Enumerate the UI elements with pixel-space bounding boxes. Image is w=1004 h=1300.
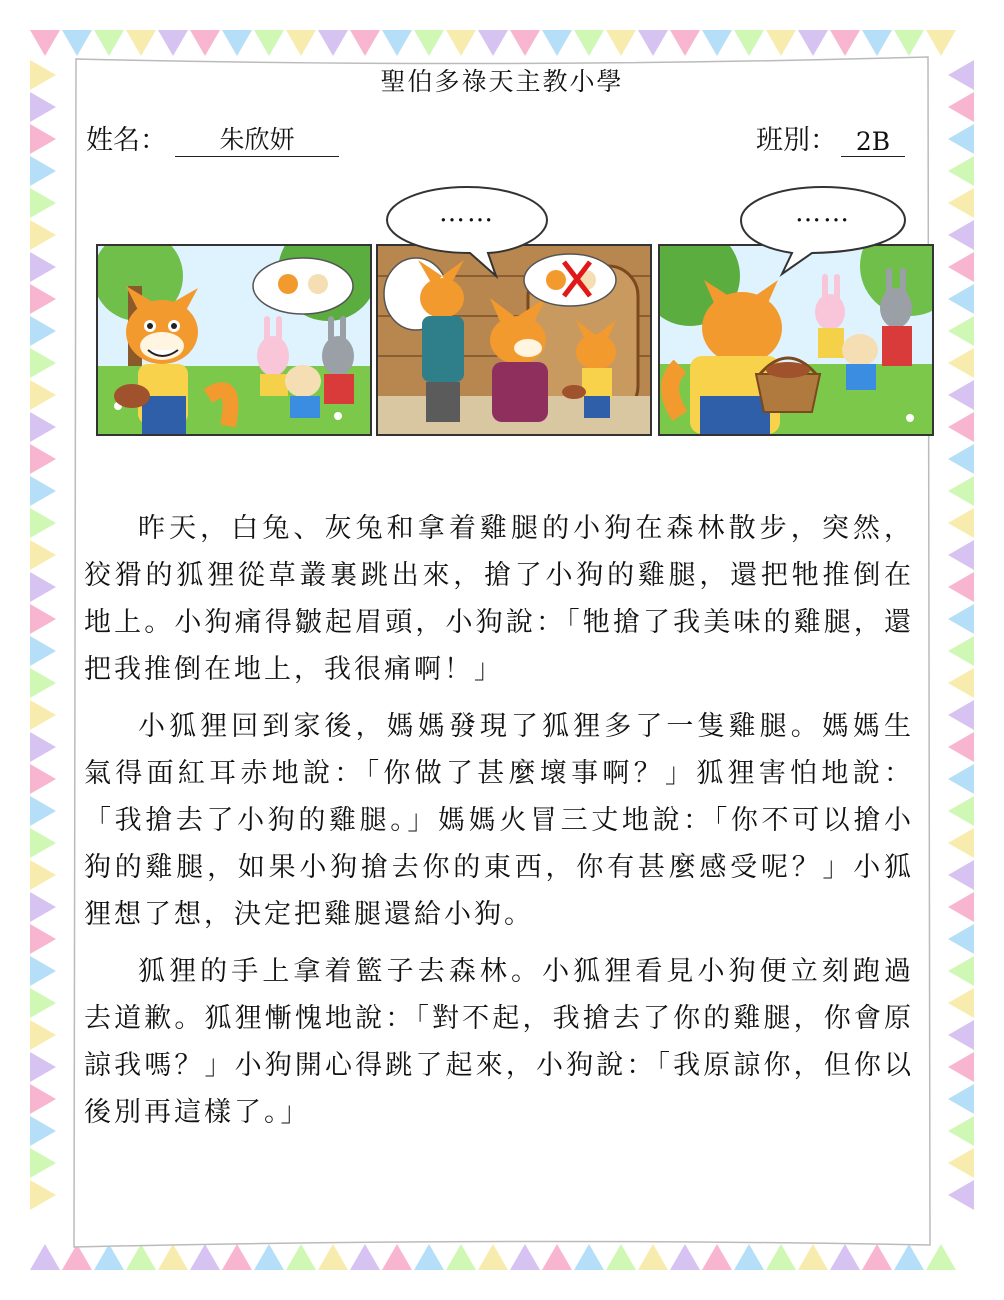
border-triangle bbox=[948, 860, 974, 890]
border-triangle bbox=[30, 1116, 56, 1146]
border-triangle bbox=[948, 476, 974, 506]
border-triangle bbox=[30, 572, 56, 602]
story-paragraph-2: 小狐狸回到家後，媽媽發現了狐狸多了一隻雞腿。媽媽生氣得面紅耳赤地說：「你做了甚麼壞事啊？」狐狸害怕地說：「我搶去了小狗的雞腿。」媽媽火冒三丈地說：「你不可以搶小狗的雞腿，如果小狗搶去你的東西，你有甚麼感受呢？」小狐狸想了想，決定把雞腿還給小狗。 bbox=[84, 711, 914, 930]
name-value: 朱欣妍 bbox=[175, 120, 339, 157]
panel-1-illustration bbox=[98, 246, 370, 434]
border-triangle bbox=[30, 956, 56, 986]
border-triangle bbox=[30, 1020, 56, 1050]
comic-panel-1 bbox=[96, 244, 372, 436]
border-triangle bbox=[30, 732, 56, 762]
class-label: 班別： bbox=[756, 125, 837, 156]
border-triangle bbox=[30, 828, 56, 858]
border-triangle bbox=[30, 508, 56, 538]
border-triangle bbox=[948, 1180, 974, 1210]
border-triangle bbox=[948, 604, 974, 634]
border-triangle bbox=[948, 764, 974, 794]
border-triangle bbox=[30, 796, 56, 826]
border-triangle bbox=[948, 828, 974, 858]
border-triangle bbox=[30, 764, 56, 794]
border-triangle bbox=[30, 636, 56, 666]
border-triangle bbox=[30, 1180, 56, 1210]
border-triangle bbox=[948, 572, 974, 602]
school-name: 聖伯多祿天主教小學 bbox=[380, 67, 624, 96]
border-triangle bbox=[948, 1116, 974, 1146]
border-triangle bbox=[948, 636, 974, 666]
border-triangle bbox=[30, 892, 56, 922]
border-triangle bbox=[30, 988, 56, 1018]
story-paragraph-1: 昨天，白兔、灰兔和拿着雞腿的小狗在森林散步，突然，狡猾的狐狸從草叢裏跳出來，搶了小狗的雞腿，還把牠推倒在地上。小狗痛得皺起眉頭，小狗說：「牠搶了我美味的雞腿，還把我推倒在地上，我很痛啊！」 bbox=[84, 513, 914, 685]
border-triangle bbox=[948, 1084, 974, 1114]
border-triangle bbox=[30, 1084, 56, 1114]
speech-bubble-text: …… bbox=[439, 198, 495, 228]
border-triangle bbox=[30, 924, 56, 954]
speech-bubble-panel-2 bbox=[384, 184, 550, 280]
border-triangle bbox=[30, 476, 56, 506]
border-triangle bbox=[948, 1148, 974, 1178]
border-triangle bbox=[948, 508, 974, 538]
border-triangle bbox=[948, 1020, 974, 1050]
speech-bubble-text: …… bbox=[795, 198, 851, 228]
story-paragraph-3: 狐狸的手上拿着籃子去森林。小狐狸看見小狗便立刻跑過去道歉。狐狸慚愧地說：「對不起，我搶去了你的雞腿，你會原諒我嗎？」小狗開心得跳了起來，小狗說：「我原諒你，但你以後別再這樣了。」 bbox=[84, 956, 914, 1128]
name-label: 姓名： bbox=[86, 125, 167, 156]
comic-strip bbox=[0, 0, 1004, 450]
border-triangle bbox=[30, 540, 56, 570]
border-triangle bbox=[948, 1052, 974, 1082]
border-triangle bbox=[948, 892, 974, 922]
class-value: 2B bbox=[841, 127, 905, 157]
border-triangle bbox=[948, 732, 974, 762]
border-triangle bbox=[948, 700, 974, 730]
story-text bbox=[84, 505, 914, 1146]
speech-bubble-panel-3 bbox=[738, 184, 908, 280]
border-triangle bbox=[30, 700, 56, 730]
border-triangle bbox=[30, 1148, 56, 1178]
border-triangle bbox=[948, 924, 974, 954]
border-triangle bbox=[30, 668, 56, 698]
border-triangle bbox=[30, 1244, 60, 1270]
border-triangle bbox=[948, 988, 974, 1018]
border-triangle bbox=[948, 668, 974, 698]
border-triangle bbox=[948, 796, 974, 826]
border-triangle bbox=[30, 604, 56, 634]
border-triangle bbox=[948, 540, 974, 570]
border-triangle bbox=[948, 956, 974, 986]
border-triangle bbox=[30, 1052, 56, 1082]
border-triangle bbox=[30, 860, 56, 890]
